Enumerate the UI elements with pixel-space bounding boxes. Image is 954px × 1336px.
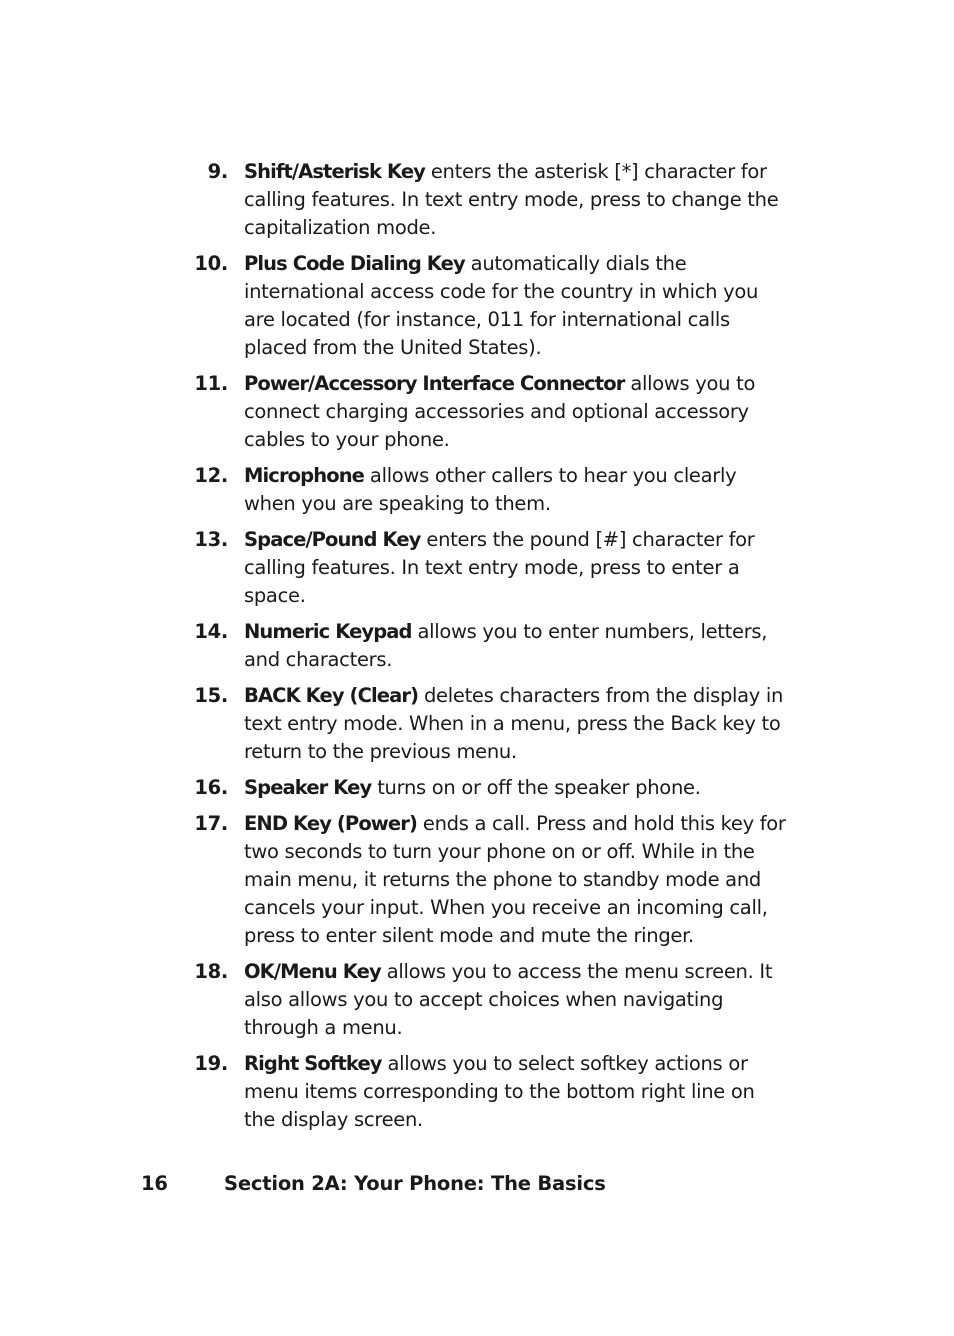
list-item [0,618,954,674]
item-text [244,526,789,610]
item-number: 10. [194,252,228,275]
list-item [0,158,954,242]
item-description: allows you to connect charging accessories and optional accessory cables to your phone. [244,372,756,451]
item-number: 12. [194,464,228,487]
list-item [0,370,954,454]
item-number: 9. [207,160,228,183]
item-term: Numeric Keypad [244,620,412,643]
item-text [244,370,789,454]
item-number: 17. [194,812,228,835]
item-text [244,682,789,766]
list-item [0,810,954,950]
list-item [0,250,954,362]
item-text [244,250,789,362]
item-number: 14. [194,620,228,643]
item-description: enters the pound [#] character for calling features. In text entry mode, press to enter a space. [244,528,755,607]
item-term: Plus Code Dialing Key [244,252,465,275]
item-description: automatically dials the international access code for the country in which you are located (for instance, 011 for international calls placed from the United States). [244,252,759,359]
item-term: BACK Key (Clear) [244,684,419,707]
item-term: Power/Accessory Interface Connector [244,372,625,395]
item-description: allows you to access the menu screen. It also allows you to accept choices when navigating through a menu. [244,960,773,1039]
item-number: 18. [194,960,228,983]
list-item [0,462,954,518]
item-number: 13. [194,528,228,551]
item-description: allows you to select softkey actions or menu items corresponding to the bottom right line on the display screen. [244,1052,755,1131]
item-term: Right Softkey [244,1052,382,1075]
item-text [244,1050,789,1134]
list-item [0,526,954,610]
section-title: Section 2A: Your Phone: The Basics [224,1172,606,1195]
item-number: 19. [194,1052,228,1075]
item-description: ends a call. Press and hold this key for two seconds to turn your phone on or off. While in the main menu, it returns the phone to standby mode and cancels your input. When you receive an incoming call, press to enter silent mode and mute the ringer. [244,812,786,947]
item-term: END Key (Power) [244,812,417,835]
item-description: allows other callers to hear you clearly when you are speaking to them. [244,464,737,515]
item-description: enters the asterisk [*] character for calling features. In text entry mode, press to change the capitalization mode. [244,160,779,239]
item-number: 15. [194,684,228,707]
item-number: 11. [194,372,228,395]
list-item [0,1050,954,1134]
item-text [244,774,789,802]
item-text [244,462,789,518]
item-term: Speaker Key [244,776,372,799]
list-item [0,958,954,1042]
item-number: 16. [194,776,228,799]
item-text [244,958,789,1042]
item-term: Microphone [244,464,365,487]
item-term: Shift/Asterisk Key [244,160,425,183]
item-description: deletes characters from the display in text entry mode. When in a menu, press the Back key to return to the previous menu. [244,684,784,763]
item-text [244,158,789,242]
page-number: 16 [141,1172,168,1195]
key-description-list [0,158,954,1142]
list-item [0,774,954,802]
item-term: Space/Pound Key [244,528,421,551]
item-term: OK/Menu Key [244,960,381,983]
list-item [0,682,954,766]
item-text [244,810,789,950]
item-description: turns on or off the speaker phone. [377,776,701,799]
item-description: allows you to enter numbers, letters, and characters. [244,620,768,671]
item-text [244,618,789,674]
